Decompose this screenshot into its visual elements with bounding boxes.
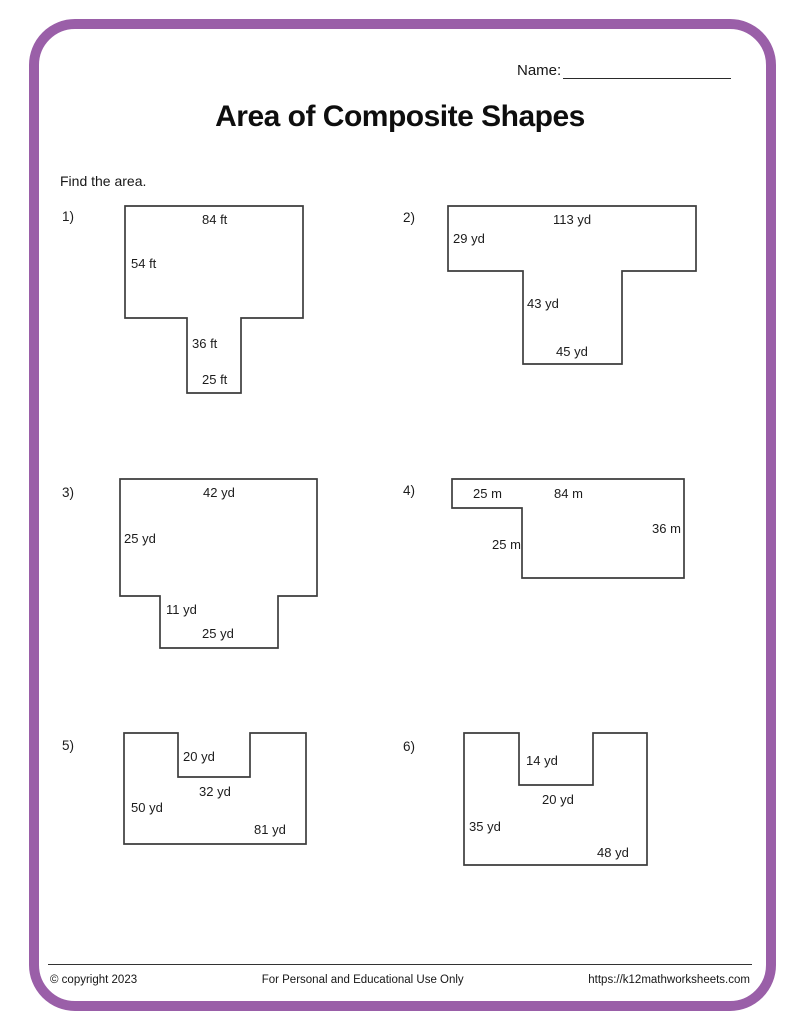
dimension-label: 29 yd [453,231,485,246]
problem-number: 4) [403,483,416,498]
page-title: Area of Composite Shapes [215,100,585,133]
dimension-label: 36 ft [192,336,218,351]
shape-outline [120,479,317,648]
shape-outline [448,206,696,364]
footer-copyright: © copyright 2023 [50,974,138,986]
footer-divider [48,964,752,965]
dimension-label: 36 m [652,521,681,536]
dimension-label: 42 yd [203,485,235,500]
problem-3 [62,479,317,648]
problem-6 [403,733,647,865]
dimension-label: 113 yd [553,212,592,227]
dimension-label: 25 yd [124,531,156,546]
dimension-label: 50 yd [131,800,163,815]
dimension-label: 25 m [473,486,502,501]
problem-number: 6) [403,739,416,754]
footer-usage-text: For Personal and Educational Use Only [261,974,464,986]
problem-number: 2) [403,210,416,225]
dimension-label: 14 yd [526,753,558,768]
instruction-text: Find the area. [60,173,147,189]
dimension-label: 81 yd [254,822,286,837]
dimension-label: 84 m [554,486,583,501]
problem-number: 1) [62,209,75,224]
dimension-label: 54 ft [131,256,157,271]
dimension-label: 48 yd [597,845,629,860]
footer-url[interactable]: https://k12mathworksheets.com [588,974,750,986]
problem-5 [62,733,306,844]
problem-1 [62,206,303,393]
footer [50,974,750,986]
dimension-label: 20 yd [542,792,574,807]
dimension-label: 25 yd [202,626,234,641]
name-label: Name: [517,62,562,79]
dimension-label: 25 ft [202,372,228,387]
problem-2 [403,206,696,364]
problem-number: 3) [62,485,75,500]
dimension-label: 43 yd [527,296,559,311]
dimension-label: 35 yd [469,819,501,834]
dimension-label: 20 yd [183,749,215,764]
dimension-label: 45 yd [556,344,588,359]
problem-number: 5) [62,738,75,753]
dimension-label: 11 yd [166,602,197,617]
dimension-label: 84 ft [202,212,228,227]
dimension-label: 32 yd [199,784,231,799]
dimension-label: 25 m [492,537,521,552]
shape-outline [125,206,303,393]
problem-4 [403,479,684,578]
